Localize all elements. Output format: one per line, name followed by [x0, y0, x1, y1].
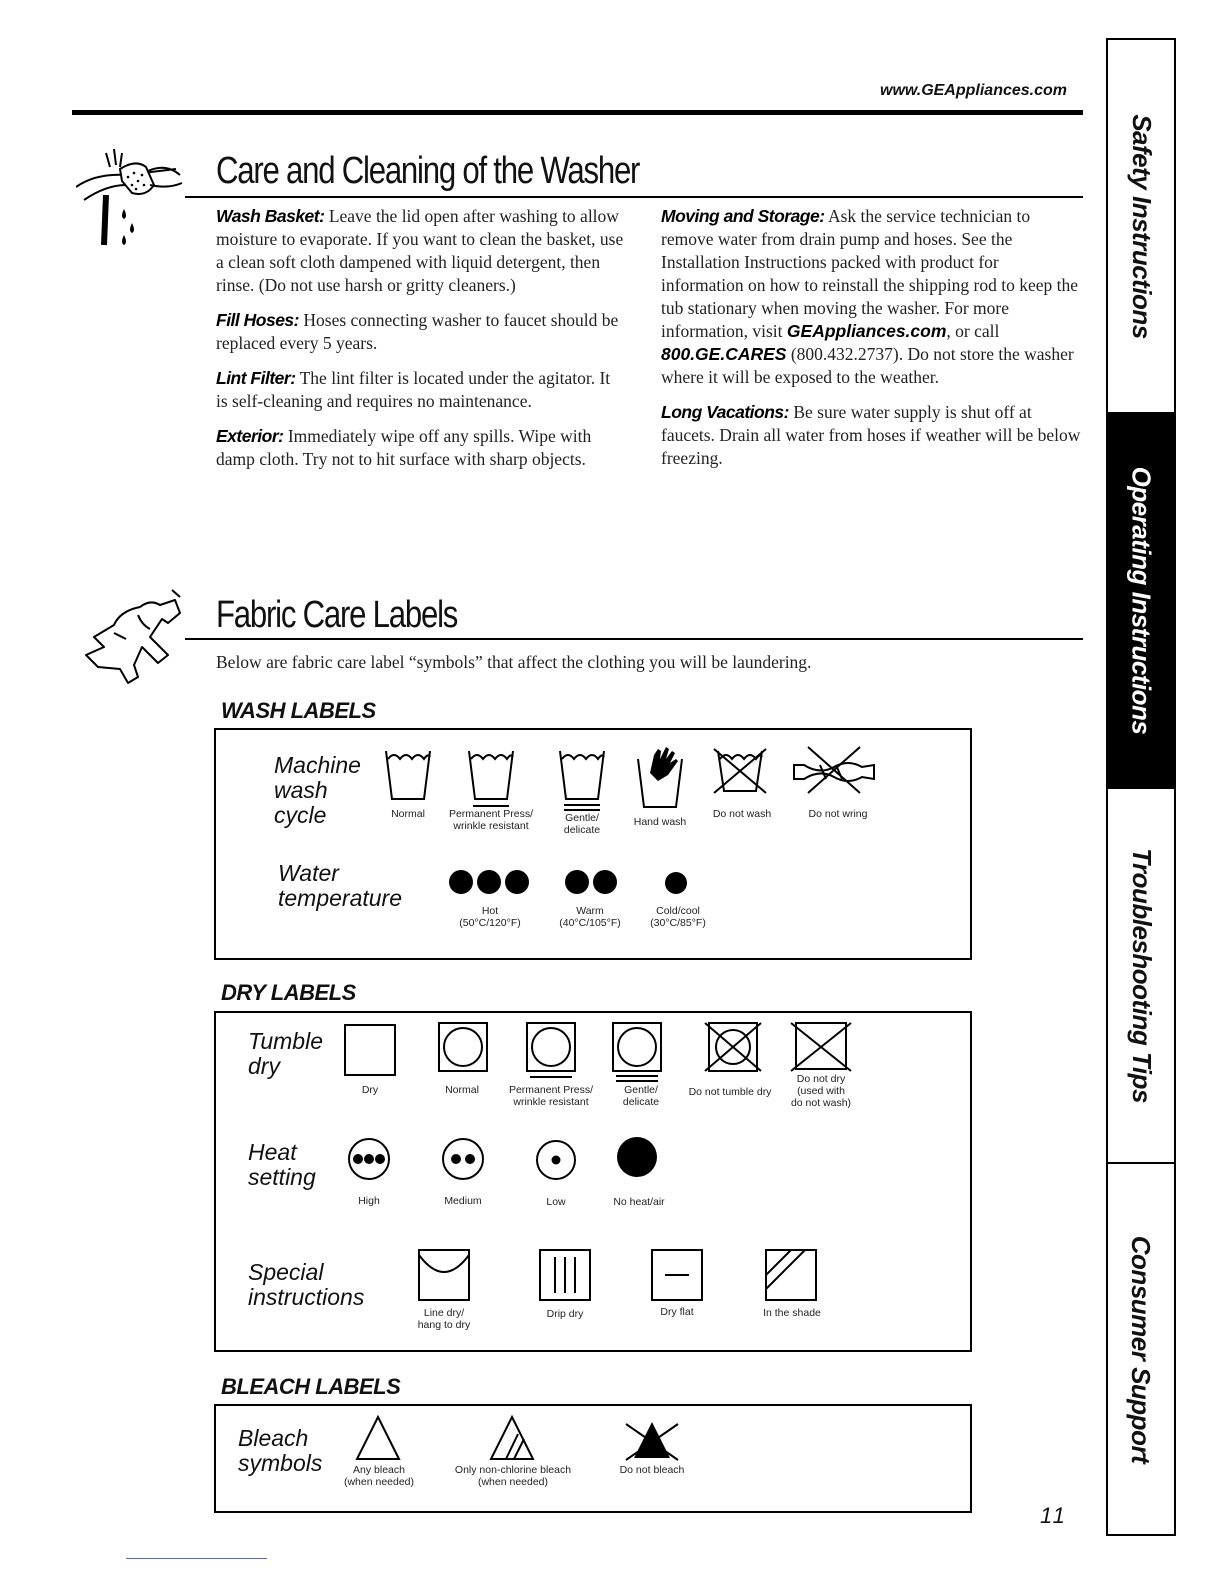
bleach-symbols-label: Bleach symbols: [238, 1425, 323, 1476]
warm-water-caption: Warm (40°C/105°F): [559, 905, 621, 929]
page-number: 11: [1040, 1503, 1067, 1528]
tumble-normal-caption: Normal: [445, 1084, 479, 1096]
site-url[interactable]: www.GEAppliances.com: [880, 82, 1068, 99]
heat-medium-caption: Medium: [444, 1195, 482, 1207]
wash-gentle-caption: Gentle/ delicate: [563, 812, 601, 836]
warm-water-icon: [564, 869, 618, 895]
fabric-rule: [185, 638, 1083, 640]
any-bleach-caption: Any bleach (when needed): [343, 1464, 415, 1488]
fabric-intro: Below are fabric care label “symbols” that affect the clothing you will be laundering.: [216, 652, 812, 672]
top-rule: [72, 110, 1083, 115]
wash-gentle-icon: [558, 747, 606, 813]
heat-high-icon: [346, 1136, 392, 1182]
any-bleach-icon: [354, 1414, 402, 1462]
care-left-column: [216, 205, 626, 483]
non-chlorine-bleach-caption: Only non-chlorine bleach (when needed): [454, 1464, 572, 1488]
tumble-permanent-press-caption: Permanent Press/ wrinkle resistant: [508, 1084, 594, 1108]
ge-link[interactable]: GEAppliances.com: [786, 321, 947, 341]
in-the-shade-icon: [765, 1249, 817, 1301]
cold-water-caption: Cold/cool (30°C/85°F): [650, 905, 706, 929]
bleach-labels-box: [214, 1404, 972, 1513]
do-not-wring-caption: Do not wring: [808, 808, 868, 820]
hand-wash-caption: Hand wash: [633, 816, 687, 828]
do-not-tumble-dry-icon: [704, 1022, 762, 1072]
dry-flat-icon: [651, 1249, 703, 1301]
tumble-gentle-caption: Gentle/ delicate: [622, 1084, 660, 1108]
tumble-permanent-press-icon: [526, 1022, 576, 1080]
heat-low-icon: [534, 1138, 578, 1182]
do-not-dry-caption: Do not dry (used with do not wash): [790, 1073, 852, 1109]
phone-link[interactable]: 800.GE.CARES: [661, 344, 787, 364]
heat-setting-label: Heat setting: [248, 1139, 316, 1190]
shirt-icon: [80, 585, 195, 690]
no-heat-caption: No heat/air: [613, 1196, 665, 1208]
tumble-normal-icon: [438, 1022, 488, 1072]
dry-labels-heading: DRY LABELS: [221, 980, 356, 1005]
do-not-bleach-caption: Do not bleach: [619, 1464, 685, 1476]
wash-normal-icon: [384, 747, 432, 803]
care-right-column: [661, 205, 1085, 482]
tab-consumer-support[interactable]: Consumer Support: [1126, 1235, 1157, 1463]
no-heat-icon: [616, 1136, 658, 1178]
do-not-bleach-icon: [622, 1418, 682, 1462]
tab-troubleshooting-tips[interactable]: Troubleshooting Tips: [1126, 848, 1157, 1103]
dry-caption: Dry: [361, 1084, 379, 1096]
care-rule: [185, 196, 1083, 198]
long-vacations-paragraph: Long Vacations: Be sure water supply is shut off at faucets. Drain all water from hoses if weather will be below freezing.: [661, 402, 1081, 468]
do-not-wring-icon: [790, 745, 878, 795]
machine-wash-label: Machine wash cycle: [274, 752, 361, 828]
special-instructions-label: Special instructions: [248, 1259, 365, 1310]
wash-basket-paragraph: Wash Basket: Leave the lid open after washing to allow moisture to evaporate. If you want to clean the basket, use a clean soft cloth dampened with liquid detergent, then rinse. (Do not use harsh or gritty cleaners.): [216, 206, 624, 295]
tumble-gentle-icon: [612, 1022, 662, 1084]
fill-hoses-paragraph: Fill Hoses: Hoses connecting washer to faucet should be replaced every 5 years.: [216, 310, 619, 353]
drip-dry-caption: Drip dry: [546, 1308, 584, 1320]
wash-normal-caption: Normal: [391, 808, 425, 820]
heat-high-caption: High: [358, 1195, 380, 1207]
heat-low-caption: Low: [546, 1196, 566, 1208]
care-title: Care and Cleaning of the Washer: [216, 150, 640, 192]
dry-icon: [344, 1024, 396, 1076]
dry-flat-caption: Dry flat: [660, 1306, 694, 1318]
in-the-shade-caption: In the shade: [763, 1307, 821, 1319]
hand-wash-icon: [636, 745, 684, 809]
bleach-labels-heading: BLEACH LABELS: [221, 1374, 401, 1399]
moving-storage-paragraph: Moving and Storage: Ask the service technician to remove water from drain pump and hoses. See the Installation Instructions packed with product for information on how to reinstall the shipping rod to keep the tub stationary when moving the washer. For more information, visit GEAppliances.com, or call 800.GE.CARES (800.432.2737). Do not store the washer where it will be exposed to the weather.: [661, 206, 1079, 387]
hot-water-icon: [448, 869, 530, 895]
do-not-tumble-dry-caption: Do not tumble dry: [688, 1086, 772, 1098]
do-not-dry-icon: [790, 1022, 852, 1072]
link-underline: [126, 1558, 267, 1559]
non-chlorine-bleach-icon: [488, 1414, 536, 1462]
tab-safety-instructions[interactable]: Safety Instructions: [1126, 113, 1157, 339]
lint-filter-paragraph: Lint Filter: The lint filter is located under the agitator. It is self-cleaning and requires no maintenance.: [216, 368, 611, 411]
exterior-paragraph: Exterior: Immediately wipe off any spills. Wipe with damp cloth. Try not to hit surface with sharp objects.: [216, 426, 592, 469]
hot-water-caption: Hot (50°C/120°F): [459, 905, 521, 929]
do-not-wash-caption: Do not wash: [712, 808, 772, 820]
wash-labels-heading: WASH LABELS: [221, 698, 376, 723]
wash-permanent-press-icon: [467, 747, 515, 809]
tab-operating-instructions[interactable]: Operating Instructions: [1106, 412, 1176, 789]
line-dry-caption: Line dry/ hang to dry: [417, 1307, 471, 1331]
do-not-wash-icon: [712, 747, 768, 795]
wash-permanent-press-caption: Permanent Press/ wrinkle resistant: [448, 808, 534, 832]
water-temperature-label: Water temperature: [278, 860, 403, 911]
line-dry-icon: [418, 1249, 470, 1301]
heat-medium-icon: [440, 1136, 486, 1182]
drip-dry-icon: [539, 1249, 591, 1301]
fabric-title: Fabric Care Labels: [216, 594, 458, 636]
tumble-dry-label: Tumble dry: [248, 1028, 323, 1079]
sponge-icon: [76, 145, 186, 250]
cold-water-icon: [664, 871, 688, 895]
